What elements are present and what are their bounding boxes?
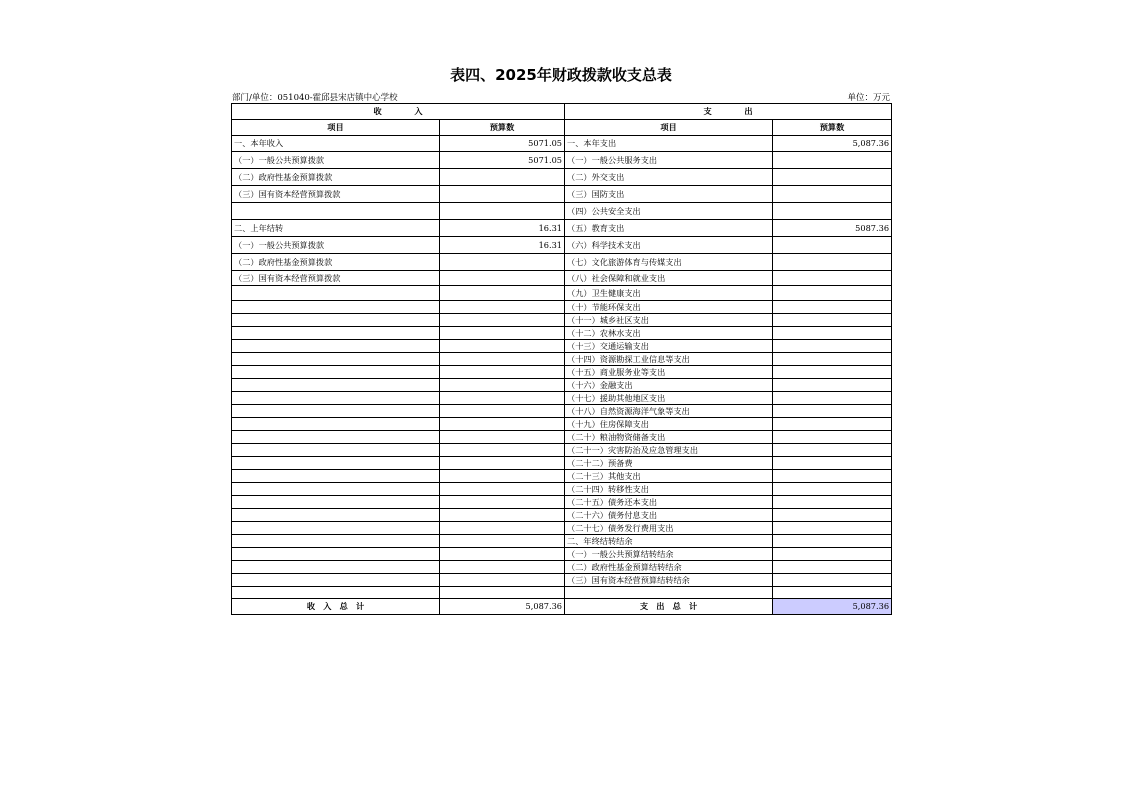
table-row [232, 203, 892, 220]
income-value-cell [440, 405, 565, 418]
table-row [232, 431, 892, 444]
expense-value-cell [773, 271, 892, 286]
expense-item-cell: （十三）交通运输支出 [565, 340, 773, 353]
expense-value-cell [773, 470, 892, 483]
income-value-cell [440, 470, 565, 483]
income-value-cell [440, 301, 565, 314]
income-item-cell [232, 340, 440, 353]
table-row [232, 522, 892, 535]
income-value-cell [440, 509, 565, 522]
table-row [232, 405, 892, 418]
income-value-cell [440, 483, 565, 496]
income-item-cell [232, 405, 440, 418]
income-item-cell: 二、上年结转 [232, 220, 440, 237]
table-row [232, 152, 892, 169]
income-value-cell [440, 418, 565, 431]
department-label: 部门/单位：051040-霍邱县宋店镇中心学校 [232, 93, 398, 103]
expense-value-cell [773, 535, 892, 548]
income-value-cell [440, 392, 565, 405]
income-item-cell [232, 483, 440, 496]
expense-value-cell [773, 509, 892, 522]
expense-section-header: 支 出 [565, 104, 892, 120]
income-item-cell [232, 327, 440, 340]
expense-value-cell [773, 392, 892, 405]
page-title: 表四、2025年财政拨款收支总表 [450, 66, 672, 84]
income-item-cell [232, 548, 440, 561]
table-row [232, 301, 892, 314]
expense-value-cell [773, 169, 892, 186]
income-value-cell [440, 574, 565, 587]
expense-item-cell: （六）科学技术支出 [565, 237, 773, 254]
expense-item-cell: （十五）商业服务业等支出 [565, 366, 773, 379]
unit-label: 单位：万元 [847, 93, 890, 103]
column-header-row [232, 120, 892, 136]
income-value-cell [440, 548, 565, 561]
expense-item-cell: （一）一般公共服务支出 [565, 152, 773, 169]
income-item-cell [232, 392, 440, 405]
section-header-row [232, 104, 892, 120]
table-row [232, 314, 892, 327]
expense-item-cell: （三）国有资本经营预算结转结余 [565, 574, 773, 587]
expense-value-cell [773, 301, 892, 314]
expense-item-header: 项目 [565, 120, 773, 136]
table-row [232, 444, 892, 457]
income-item-cell: （三）国有资本经营预算拨款 [232, 271, 440, 286]
expense-value-cell: 5087.36 [773, 220, 892, 237]
income-value-cell: 16.31 [440, 237, 565, 254]
expense-item-cell: 一、本年支出 [565, 136, 773, 152]
table-row [232, 366, 892, 379]
expense-item-cell: 二、年终结转结余 [565, 535, 773, 548]
income-value-cell [440, 431, 565, 444]
income-item-cell [232, 522, 440, 535]
expense-value-cell [773, 483, 892, 496]
income-value-cell [440, 254, 565, 271]
income-item-cell [232, 366, 440, 379]
expense-value-cell [773, 186, 892, 203]
income-item-cell [232, 286, 440, 301]
table-row [232, 254, 892, 271]
income-value-cell [440, 522, 565, 535]
table-row [232, 237, 892, 254]
income-item-cell [232, 587, 440, 599]
income-value-cell [440, 271, 565, 286]
income-item-cell [232, 535, 440, 548]
income-item-cell: （一）一般公共预算拨款 [232, 152, 440, 169]
income-value-cell: 5071.05 [440, 136, 565, 152]
income-value-cell [440, 286, 565, 301]
income-value-cell [440, 496, 565, 509]
table-row [232, 457, 892, 470]
income-item-cell [232, 379, 440, 392]
expense-value-cell [773, 327, 892, 340]
expense-value-cell [773, 405, 892, 418]
table-row [232, 136, 892, 152]
expense-item-cell: （二十六）债务付息支出 [565, 509, 773, 522]
income-value-cell: 5071.05 [440, 152, 565, 169]
budget-table [231, 103, 892, 615]
income-item-cell: （一）一般公共预算拨款 [232, 237, 440, 254]
expense-value-cell [773, 379, 892, 392]
income-value-cell [440, 444, 565, 457]
expense-item-cell: （十四）资源勘探工业信息等支出 [565, 353, 773, 366]
income-value-cell [440, 457, 565, 470]
income-value-cell [440, 353, 565, 366]
table-row [232, 220, 892, 237]
income-item-cell [232, 509, 440, 522]
income-value-cell [440, 327, 565, 340]
income-value-cell [440, 379, 565, 392]
expense-item-cell: （二十七）债务发行费用支出 [565, 522, 773, 535]
expense-item-cell: （十六）金融支出 [565, 379, 773, 392]
expense-value-cell: 5,087.36 [773, 136, 892, 152]
income-item-cell [232, 574, 440, 587]
expense-item-cell: （十一）城乡社区支出 [565, 314, 773, 327]
income-item-cell [232, 496, 440, 509]
expense-value-cell [773, 587, 892, 599]
expense-value-cell [773, 254, 892, 271]
income-value-cell [440, 366, 565, 379]
table-row [232, 470, 892, 483]
table-row [232, 535, 892, 548]
expense-total-label: 支 出 总 计 [565, 599, 773, 615]
income-value-cell [440, 186, 565, 203]
income-item-cell [232, 457, 440, 470]
expense-item-cell: （九）卫生健康支出 [565, 286, 773, 301]
expense-value-cell [773, 340, 892, 353]
expense-item-cell: （十七）援助其他地区支出 [565, 392, 773, 405]
income-section-header: 收 入 [232, 104, 565, 120]
income-value-cell [440, 561, 565, 574]
table-row [232, 353, 892, 366]
income-item-cell [232, 301, 440, 314]
income-value-cell [440, 340, 565, 353]
expense-item-cell: （三）国防支出 [565, 186, 773, 203]
income-item-cell [232, 203, 440, 220]
expense-value-cell [773, 366, 892, 379]
table-row [232, 496, 892, 509]
expense-value-cell [773, 457, 892, 470]
expense-value-cell [773, 152, 892, 169]
expense-value-cell [773, 418, 892, 431]
table-row [232, 340, 892, 353]
table-row [232, 509, 892, 522]
income-budget-header: 预算数 [440, 120, 565, 136]
table-row [232, 186, 892, 203]
table-row [232, 392, 892, 405]
table-row [232, 587, 892, 599]
expense-item-cell: （十八）自然资源海洋气象等支出 [565, 405, 773, 418]
income-item-cell [232, 561, 440, 574]
expense-value-cell [773, 574, 892, 587]
expense-item-cell: （一）一般公共预算结转结余 [565, 548, 773, 561]
expense-item-cell: （十九）住房保障支出 [565, 418, 773, 431]
table-row [232, 169, 892, 186]
expense-item-cell: （八）社会保障和就业支出 [565, 271, 773, 286]
expense-item-cell: （七）文化旅游体育与传媒支出 [565, 254, 773, 271]
income-item-cell: （三）国有资本经营预算拨款 [232, 186, 440, 203]
income-item-cell: （二）政府性基金预算拨款 [232, 254, 440, 271]
income-item-cell [232, 444, 440, 457]
expense-value-cell [773, 522, 892, 535]
expense-value-cell [773, 496, 892, 509]
expense-item-cell: （十二）农林水支出 [565, 327, 773, 340]
expense-value-cell [773, 353, 892, 366]
expense-item-cell: （二十五）债务还本支出 [565, 496, 773, 509]
expense-value-cell [773, 314, 892, 327]
table-row [232, 327, 892, 340]
expense-value-cell [773, 548, 892, 561]
expense-value-cell [773, 237, 892, 254]
expense-item-cell: （四）公共安全支出 [565, 203, 773, 220]
expense-item-cell: （二十三）其他支出 [565, 470, 773, 483]
expense-item-cell: （二十一）灾害防治及应急管理支出 [565, 444, 773, 457]
totals-row [232, 599, 892, 615]
table-row [232, 286, 892, 301]
expense-item-cell: （十）节能环保支出 [565, 301, 773, 314]
income-item-cell [232, 353, 440, 366]
expense-item-cell: （二十四）转移性支出 [565, 483, 773, 496]
table-row [232, 379, 892, 392]
income-item-cell [232, 418, 440, 431]
income-total-label: 收 入 总 计 [232, 599, 440, 615]
income-item-cell: （二）政府性基金预算拨款 [232, 169, 440, 186]
income-value-cell [440, 587, 565, 599]
expense-value-cell [773, 444, 892, 457]
income-item-cell: 一、本年收入 [232, 136, 440, 152]
income-total-value: 5,087.36 [440, 599, 565, 615]
expense-value-cell [773, 286, 892, 301]
table-row [232, 483, 892, 496]
income-item-cell [232, 431, 440, 444]
income-value-cell [440, 535, 565, 548]
expense-item-cell: （五）教育支出 [565, 220, 773, 237]
income-item-cell [232, 470, 440, 483]
table-row [232, 548, 892, 561]
income-value-cell [440, 169, 565, 186]
expense-total-value: 5,087.36 [773, 599, 892, 615]
table-row [232, 561, 892, 574]
expense-budget-header: 预算数 [773, 120, 892, 136]
table-row [232, 271, 892, 286]
expense-item-cell [565, 587, 773, 599]
expense-item-cell: （二）政府性基金预算结转结余 [565, 561, 773, 574]
income-item-cell [232, 314, 440, 327]
expense-item-cell: （二十）粮油物资储备支出 [565, 431, 773, 444]
expense-value-cell [773, 431, 892, 444]
expense-item-cell: （二）外交支出 [565, 169, 773, 186]
table-row [232, 574, 892, 587]
expense-value-cell [773, 561, 892, 574]
income-value-cell [440, 314, 565, 327]
expense-value-cell [773, 203, 892, 220]
expense-item-cell: （二十二）预备费 [565, 457, 773, 470]
income-item-header: 项目 [232, 120, 440, 136]
income-value-cell: 16.31 [440, 220, 565, 237]
income-value-cell [440, 203, 565, 220]
table-row [232, 418, 892, 431]
